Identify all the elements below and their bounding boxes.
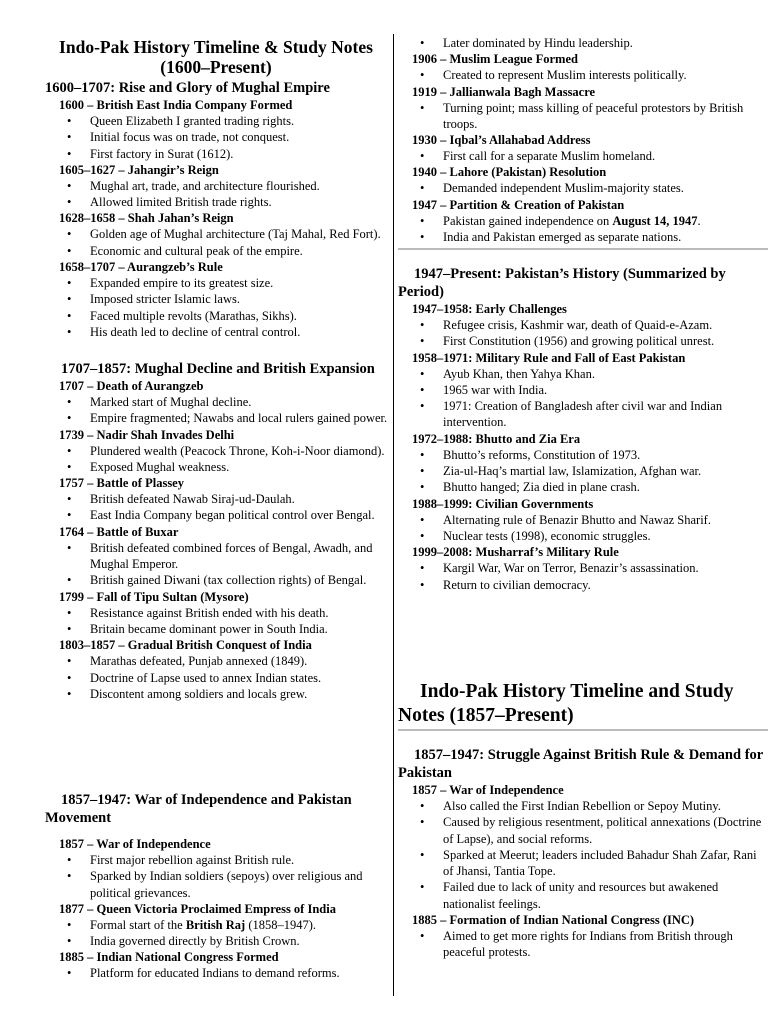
bullet-list (398, 213, 768, 246)
list-item: • Faced multiple revolts (Marathas, Sikhs). (45, 308, 392, 324)
event-heading: 1940 – Lahore (Pakistan) Resolution (412, 165, 607, 180)
list-item: • Zia-ul-Haq’s martial law, Islamization, Afghan war. (398, 463, 768, 479)
list-item: • Empire fragmented; Nawabs and local rulers gained power. (45, 410, 392, 426)
event-heading: 1930 – Iqbal’s Allahabad Address (412, 133, 591, 148)
list-item: • Discontent among soldiers and locals grew. (45, 686, 392, 702)
list-item: • Kargil War, War on Terror, Benazir’s assassination. (398, 560, 768, 576)
list-item: • Doctrine of Lapse used to annex Indian states. (45, 670, 392, 686)
list-item: • Platform for educated Indians to demand reforms. (45, 965, 392, 981)
list-item: • Exposed Mughal weakness. (45, 459, 392, 475)
list-item: • Bhutto’s reforms, Constitution of 1973. (398, 447, 768, 463)
list-item: • Marked start of Mughal decline. (45, 394, 392, 410)
list-item: • Sparked at Meerut; leaders included Bahadur Shah Zafar, Rani of Jhansi, Tantia Tope. (398, 847, 768, 880)
list-item: • Aimed to get more rights for Indians from British through peaceful protests. (398, 928, 768, 961)
list-item: • Also called the First Indian Rebellion or Sepoy Mutiny. (398, 798, 768, 814)
event-heading: 1757 – Battle of Plassey (59, 476, 184, 491)
event-heading: 1803–1857 – Gradual British Conquest of India (59, 638, 312, 653)
event-heading: 1857 – War of Independence (59, 837, 211, 851)
event-heading: 1906 – Muslim League Formed (412, 52, 578, 67)
bullet-list (45, 178, 392, 211)
section-divider (398, 248, 768, 250)
event-heading: 1877 – Queen Victoria Proclaimed Empress of India (59, 901, 336, 916)
list-item: • Return to civilian democracy. (398, 577, 768, 593)
list-item: • Expanded empire to its greatest size. (45, 275, 392, 291)
column-divider (393, 34, 394, 996)
bullet-list (45, 540, 392, 589)
list-item: • Ayub Khan, then Yahya Khan. (398, 366, 768, 382)
bullet-list (45, 605, 392, 638)
list-item: • Mughal art, trade, and architecture flourished. (45, 178, 392, 194)
events-1906-1947 (398, 35, 768, 245)
list-item: • Alternating rule of Benazir Bhutto and Nawaz Sharif. (398, 512, 768, 528)
list-item: • Sparked by Indian soldiers (sepoys) over religious and political grievances. (45, 868, 392, 901)
event-heading: 1999–2008: Musharraf’s Military Rule (412, 545, 619, 560)
list-item: • Initial focus was on trade, not conquest. (45, 129, 392, 145)
list-item: • Imposed stricter Islamic laws. (45, 291, 392, 307)
list-item: • Allowed limited British trade rights. (45, 194, 392, 210)
bullet-list (398, 67, 768, 83)
list-item: • British defeated combined forces of Bengal, Awadh, and Mughal Emperor. (45, 540, 392, 573)
event-heading: 1947–1958: Early Challenges (412, 302, 567, 316)
list-item: • Turning point; mass killing of peaceful protestors by British troops. (398, 100, 768, 133)
bullet-list (398, 366, 768, 431)
era-heading: 1707–1857: Mughal Decline and British Expansion (61, 361, 375, 377)
event-heading: 1799 – Fall of Tipu Sultan (Mysore) (59, 589, 249, 604)
era-heading: 1857–1947: Struggle Against British Rule & Demand for Pakistan (398, 747, 763, 781)
list-item: • Failed due to lack of unity and resources but awakened nationalist feelings. (398, 879, 768, 912)
list-item: • British gained Diwani (tax collection rights) of Bengal. (45, 572, 392, 588)
list-item: • Caused by religious resentment, political annexations (Doctrine of Lapse), and social reforms. (398, 814, 768, 847)
bullet-list (398, 148, 768, 164)
list-item: • First call for a separate Muslim homeland. (398, 148, 768, 164)
list-item: • Golden age of Mughal architecture (Taj Mahal, Red Fort). (45, 226, 392, 242)
list-item: • Bhutto hanged; Zia died in plane crash. (398, 479, 768, 495)
second-title: Indo-Pak History Timeline and Study Notes (1857–Present) (398, 681, 734, 726)
list-item: • 1965 war with India. (398, 382, 768, 398)
document-title: Indo-Pak History Timeline & Study Notes (1600–Present) (59, 37, 373, 77)
list-item: • Britain became dominant power in South India. (45, 621, 392, 637)
list-item: • British defeated Nawab Siraj-ud-Daulah. (45, 491, 392, 507)
event-heading: 1764 – Battle of Buxar (59, 524, 179, 539)
event-heading: 1658–1707 – Aurangzeb’s Rule (59, 260, 223, 275)
list-item: • Created to represent Muslim interests politically. (398, 67, 768, 83)
list-item: • East India Company began political control over Bengal. (45, 507, 392, 523)
list-item: • India and Pakistan emerged as separate nations. (398, 229, 768, 245)
list-item: • His death led to decline of central control. (45, 324, 392, 340)
event-heading: 1707 – Death of Aurangzeb (59, 379, 204, 393)
event-heading: 1628–1658 – Shah Jahan’s Reign (59, 211, 234, 226)
list-item: • First factory in Surat (1612). (45, 146, 392, 162)
list-item: • Pakistan gained independence on August 14, 1947. (398, 213, 768, 229)
list-item: • Demanded independent Muslim-majority states. (398, 180, 768, 196)
bullet-list (45, 917, 392, 950)
era-1857-1947-struggle (398, 746, 768, 961)
event-heading: 1857 – War of Independence (412, 783, 564, 797)
section-divider (398, 729, 768, 731)
bullet-list (398, 180, 768, 196)
list-item: • Refugee crisis, Kashmir war, death of Quaid-e-Azam. (398, 317, 768, 333)
event-heading: 1605–1627 – Jahangir’s Reign (59, 162, 219, 177)
event-heading: 1947 – Partition & Creation of Pakistan (412, 197, 625, 212)
list-item: • Resistance against British ended with his death. (45, 605, 392, 621)
era-heading: 1857–1947: War of Independence and Pakistan Movement (45, 792, 352, 826)
era-heading: 1600–1707: Rise and Glory of Mughal Empire (45, 80, 330, 96)
bullet-list (398, 928, 768, 961)
bullet-list (398, 35, 768, 51)
bullet-list (45, 852, 392, 901)
era-1947-present (398, 265, 768, 593)
list-item: • Nuclear tests (1998), economic struggles. (398, 528, 768, 544)
event-heading: 1958–1971: Military Rule and Fall of East Pakistan (412, 350, 686, 365)
bullet-list (45, 653, 392, 702)
event-heading: 1972–1988: Bhutto and Zia Era (412, 431, 581, 446)
bullet-list (45, 394, 392, 427)
era-1600-1707 (45, 79, 392, 340)
event-heading: 1885 – Formation of Indian National Congress (INC) (412, 913, 695, 928)
bullet-list (45, 226, 392, 259)
era-1857-1947 (45, 791, 392, 982)
era-heading: 1947–Present: Pakistan’s History (Summarized by Period) (398, 266, 726, 300)
bullet-list (45, 443, 392, 476)
list-item: • India governed directly by British Crown. (45, 933, 392, 949)
bullet-list (398, 317, 768, 350)
list-item: • Later dominated by Hindu leadership. (398, 35, 768, 51)
bullet-list (398, 798, 768, 912)
bullet-list (398, 100, 768, 133)
list-item: • Formal start of the British Raj (1858–1947). (45, 917, 392, 933)
list-item: • First Constitution (1956) and growing political unrest. (398, 333, 768, 349)
bullet-list (45, 275, 392, 340)
event-heading: 1919 – Jallianwala Bagh Massacre (412, 84, 596, 99)
bullet-list (398, 512, 768, 545)
list-item: • Economic and cultural peak of the empire. (45, 243, 392, 259)
bullet-list (45, 113, 392, 162)
bullet-list (45, 491, 392, 524)
bullet-list (398, 560, 768, 593)
bullet-list (398, 447, 768, 496)
list-item: • Queen Elizabeth I granted trading rights. (45, 113, 392, 129)
era-1707-1857 (45, 360, 392, 702)
event-heading: 1600 – British East India Company Formed (59, 98, 293, 112)
list-item: • Marathas defeated, Punjab annexed (1849). (45, 653, 392, 669)
list-item: • 1971: Creation of Bangladesh after civil war and Indian intervention. (398, 398, 768, 431)
event-heading: 1988–1999: Civilian Governments (412, 496, 594, 511)
event-heading: 1885 – Indian National Congress Formed (59, 950, 279, 965)
list-item: • First major rebellion against British rule. (45, 852, 392, 868)
bullet-list (45, 965, 392, 981)
list-item: • Plundered wealth (Peacock Throne, Koh-i-Noor diamond). (45, 443, 392, 459)
event-heading: 1739 – Nadir Shah Invades Delhi (59, 427, 235, 442)
